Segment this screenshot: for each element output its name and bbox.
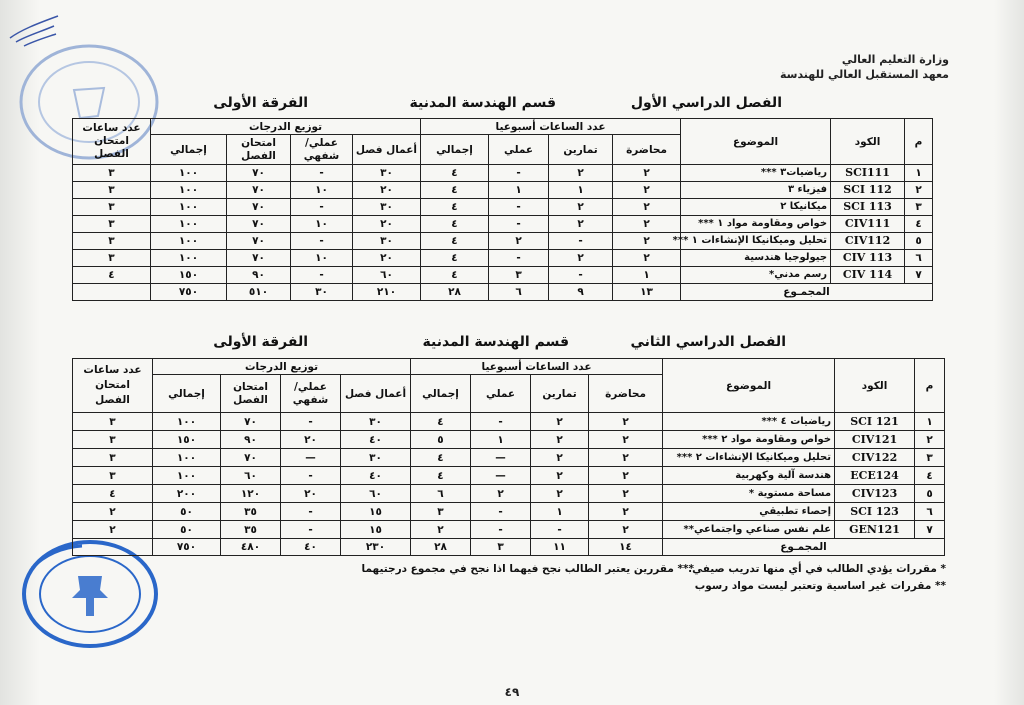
col-exam-hours: عدد ساعات امتحان الفصل bbox=[73, 119, 151, 165]
table-cell: ٢ bbox=[549, 250, 613, 267]
table-cell: ٢٠ bbox=[353, 216, 421, 233]
table-cell: ٢ bbox=[549, 165, 613, 182]
footnote-combined-pass: *** مقررين يعتبر الطالب نجح فيهما اذا نجح في مجموع درجتيهما bbox=[361, 563, 694, 575]
table-cell: ٣٠ bbox=[341, 449, 411, 467]
table-cell: ٤ bbox=[421, 199, 489, 216]
table-cell: ٢٠٠ bbox=[153, 485, 221, 503]
table-cell: - bbox=[281, 413, 341, 431]
total-cell: ٧٥٠ bbox=[153, 539, 221, 556]
col-lecture: محاضرة bbox=[613, 135, 681, 165]
table-cell: ٢٠ bbox=[353, 182, 421, 199]
table-cell: ٣ bbox=[73, 182, 151, 199]
table-cell: ١٠٠ bbox=[153, 413, 221, 431]
table-cell: ٥ bbox=[411, 431, 471, 449]
total-cell bbox=[73, 284, 151, 301]
table-cell: ٤ bbox=[421, 250, 489, 267]
table-cell: ٣٠ bbox=[341, 413, 411, 431]
course-subject: تحليل وميكانيكا الإنشاءات ١ *** bbox=[681, 233, 831, 250]
course-code: CIV111 bbox=[831, 216, 905, 233]
total-cell: ٧٥٠ bbox=[151, 284, 227, 301]
row-number: ٦ bbox=[915, 503, 945, 521]
row-number: ٤ bbox=[905, 216, 933, 233]
col-exercises: تمارين bbox=[549, 135, 613, 165]
table-cell: ٣٥ bbox=[221, 503, 281, 521]
table-cell: - bbox=[471, 503, 531, 521]
table-cell: ٢ bbox=[589, 413, 663, 431]
table-cell: ٢ bbox=[489, 233, 549, 250]
total-label: المجمـوع bbox=[663, 539, 945, 556]
table-cell: ٢ bbox=[549, 216, 613, 233]
table-cell: ١٥٠ bbox=[151, 267, 227, 284]
table-cell: ٣٠ bbox=[353, 233, 421, 250]
table-cell: — bbox=[471, 449, 531, 467]
table-cell: ١٠ bbox=[291, 250, 353, 267]
table-cell: ٢ bbox=[613, 165, 681, 182]
table-cell: ٢٠ bbox=[281, 431, 341, 449]
row-number: ٧ bbox=[905, 267, 933, 284]
year-title-1: الفرقة الأولى bbox=[213, 95, 308, 111]
table-cell: ٢ bbox=[589, 431, 663, 449]
table-cell: ٣ bbox=[73, 250, 151, 267]
table-cell: ٣ bbox=[73, 216, 151, 233]
table-cell: ٦٠ bbox=[341, 485, 411, 503]
semester-title-1: الفصل الدراسي الأول bbox=[630, 95, 782, 111]
course-subject: تحليل وميكانيكا الإنشاءات ٢ *** bbox=[663, 449, 835, 467]
table-cell: ٣ bbox=[73, 467, 153, 485]
course-code: CIV122 bbox=[835, 449, 915, 467]
col-hours-group: عدد الساعات أسبوعيا bbox=[421, 119, 681, 135]
row-number: ١ bbox=[905, 165, 933, 182]
department-title-2: قسم الهندسة المدنية bbox=[422, 334, 569, 350]
course-code: SCI 113 bbox=[831, 199, 905, 216]
col-practical-oral: عملي/ شفهي bbox=[291, 135, 353, 165]
table-row bbox=[73, 165, 933, 182]
row-number: ٤ bbox=[915, 467, 945, 485]
table-cell: - bbox=[549, 233, 613, 250]
table-cell: ٤ bbox=[411, 413, 471, 431]
row-number: ٧ bbox=[915, 521, 945, 539]
table-cell: - bbox=[489, 165, 549, 182]
course-subject: مساحة مستوية * bbox=[663, 485, 835, 503]
course-code: ECE124 bbox=[835, 467, 915, 485]
course-subject: خواص ومقاومة مواد ١ *** bbox=[681, 216, 831, 233]
table-cell: ٣ bbox=[489, 267, 549, 284]
table-cell: ٣ bbox=[73, 449, 153, 467]
table-cell: - bbox=[489, 250, 549, 267]
col-exercises: تمارين bbox=[531, 375, 589, 413]
col-practical-oral: عملي/ شفهي bbox=[281, 375, 341, 413]
table-row bbox=[73, 413, 945, 431]
institute-name: معهد المستقبل العالي للهندسة bbox=[779, 68, 949, 81]
table-cell: - bbox=[291, 165, 353, 182]
table-cell: ٦٠ bbox=[221, 467, 281, 485]
table-cell: ٦٠ bbox=[353, 267, 421, 284]
col-hours-group: عدد الساعات أسبوعيا bbox=[411, 359, 663, 375]
col-practical: عملي bbox=[471, 375, 531, 413]
table-cell: ٤ bbox=[73, 267, 151, 284]
table-row bbox=[73, 521, 945, 539]
table-cell: ١٥ bbox=[341, 521, 411, 539]
table-cell: ١ bbox=[613, 267, 681, 284]
table-cell: ٣ bbox=[73, 233, 151, 250]
table-cell: ٢ bbox=[613, 250, 681, 267]
table-cell: ١ bbox=[549, 182, 613, 199]
col-grand-total: إجمالي bbox=[151, 135, 227, 165]
table-row bbox=[73, 485, 945, 503]
course-subject: رياضيات ٤ *** bbox=[663, 413, 835, 431]
table-cell: - bbox=[291, 199, 353, 216]
col-code: الكود bbox=[831, 119, 905, 165]
table-row bbox=[73, 467, 945, 485]
table-cell: - bbox=[531, 521, 589, 539]
table-cell: ١٠٠ bbox=[151, 250, 227, 267]
course-subject: رياضيات٣ *** bbox=[681, 165, 831, 182]
ministry-name: وزارة التعليم العالي bbox=[841, 53, 949, 66]
table-cell: ٢ bbox=[549, 199, 613, 216]
table-cell: ١٢٠ bbox=[221, 485, 281, 503]
total-cell: ٢٣٠ bbox=[341, 539, 411, 556]
total-cell bbox=[73, 539, 153, 556]
table-cell: ٥٠ bbox=[153, 521, 221, 539]
table-cell: ١٠ bbox=[291, 216, 353, 233]
table-cell: ٣٠ bbox=[353, 165, 421, 182]
table-cell: ٧٠ bbox=[227, 250, 291, 267]
col-exam-hours: عدد ساعات امتحان الفصل bbox=[73, 359, 153, 413]
col-exam: امتحان الفصل bbox=[221, 375, 281, 413]
col-subject: الموضوع bbox=[681, 119, 831, 165]
table-cell: ١ bbox=[531, 503, 589, 521]
total-cell: ٤٨٠ bbox=[221, 539, 281, 556]
row-number: ٢ bbox=[905, 182, 933, 199]
total-cell: ٩ bbox=[549, 284, 613, 301]
course-subject: هندسة آلية وكهربية bbox=[663, 467, 835, 485]
table-cell: ٤ bbox=[73, 485, 153, 503]
col-lecture: محاضرة bbox=[589, 375, 663, 413]
table-cell: ٢ bbox=[589, 485, 663, 503]
schedule-table-2 bbox=[72, 358, 945, 556]
table-cell: ١٠٠ bbox=[151, 216, 227, 233]
row-number: ٥ bbox=[915, 485, 945, 503]
course-code: SCI 121 bbox=[835, 413, 915, 431]
table-cell: ٤ bbox=[421, 165, 489, 182]
table-cell: - bbox=[291, 267, 353, 284]
table-cell: ١٥ bbox=[341, 503, 411, 521]
table-cell: ٧٠ bbox=[227, 165, 291, 182]
total-cell: ١١ bbox=[531, 539, 589, 556]
table-cell: ٧٠ bbox=[227, 233, 291, 250]
table-cell: - bbox=[489, 216, 549, 233]
table-cell: ٢ bbox=[531, 449, 589, 467]
table-cell: ٤ bbox=[411, 467, 471, 485]
course-code: SCI111 bbox=[831, 165, 905, 182]
total-cell: ٣ bbox=[471, 539, 531, 556]
col-hours-total: إجمالي bbox=[411, 375, 471, 413]
total-cell: ٦ bbox=[489, 284, 549, 301]
table-cell: ١٥٠ bbox=[153, 431, 221, 449]
totals-row bbox=[73, 284, 933, 301]
table-cell: ٧٠ bbox=[227, 182, 291, 199]
department-title-1: قسم الهندسة المدنية bbox=[409, 95, 556, 111]
total-cell: ٥١٠ bbox=[227, 284, 291, 301]
col-num: م bbox=[905, 119, 933, 165]
col-subject: الموضوع bbox=[663, 359, 835, 413]
table-cell: ٢٠ bbox=[281, 485, 341, 503]
table-row bbox=[73, 449, 945, 467]
total-cell: ٤٠ bbox=[281, 539, 341, 556]
course-subject: جيولوجيا هندسية bbox=[681, 250, 831, 267]
total-cell: ١٣ bbox=[613, 284, 681, 301]
table-cell: ٩٠ bbox=[221, 431, 281, 449]
schedule-table-1 bbox=[72, 118, 933, 301]
col-exam: امتحان الفصل bbox=[227, 135, 291, 165]
table-cell: ٢ bbox=[613, 182, 681, 199]
table-cell: ٢ bbox=[471, 485, 531, 503]
course-subject: علم نفس صناعي واجتماعي** bbox=[663, 521, 835, 539]
table-cell: ٧٠ bbox=[227, 199, 291, 216]
table-cell: ٣ bbox=[73, 413, 153, 431]
table-cell: ١٠٠ bbox=[151, 165, 227, 182]
course-code: SCI 112 bbox=[831, 182, 905, 199]
table-cell: ٤ bbox=[421, 216, 489, 233]
table-cell: ٤٠ bbox=[341, 467, 411, 485]
table-row bbox=[73, 250, 933, 267]
table-cell: ٢ bbox=[589, 503, 663, 521]
table-row bbox=[73, 233, 933, 250]
page-number: ٤٩ bbox=[504, 685, 520, 699]
table-cell: - bbox=[281, 467, 341, 485]
table-cell: — bbox=[281, 449, 341, 467]
table-cell: ٧٠ bbox=[227, 216, 291, 233]
table-cell: ١٠٠ bbox=[153, 449, 221, 467]
table-cell: ٩٠ bbox=[227, 267, 291, 284]
course-subject: فيزياء ٣ bbox=[681, 182, 831, 199]
semester-title-2: الفصل الدراسي الثاني bbox=[630, 334, 786, 350]
table-cell: ٢ bbox=[531, 467, 589, 485]
table-cell: ٢ bbox=[73, 521, 153, 539]
table-cell: ٣ bbox=[411, 503, 471, 521]
col-num: م bbox=[915, 359, 945, 413]
totals-row bbox=[73, 539, 945, 556]
table-cell: ٤ bbox=[421, 267, 489, 284]
table-cell: ٣ bbox=[73, 199, 151, 216]
table-cell: ٢ bbox=[531, 413, 589, 431]
table-cell: ٢ bbox=[589, 449, 663, 467]
course-code: CIV 114 bbox=[831, 267, 905, 284]
table-cell: ٧٠ bbox=[221, 413, 281, 431]
total-cell: ٢١٠ bbox=[353, 284, 421, 301]
course-code: CIV121 bbox=[835, 431, 915, 449]
table-cell: ٢ bbox=[73, 503, 153, 521]
total-label: المجمـوع bbox=[681, 284, 933, 301]
table-cell: ١٠٠ bbox=[151, 233, 227, 250]
course-code: CIV123 bbox=[835, 485, 915, 503]
course-code: CIV 113 bbox=[831, 250, 905, 267]
table-cell: ٣ bbox=[73, 431, 153, 449]
row-number: ٣ bbox=[915, 449, 945, 467]
total-cell: ٢٨ bbox=[421, 284, 489, 301]
table-cell: ١٠ bbox=[291, 182, 353, 199]
table-cell: ٢ bbox=[613, 199, 681, 216]
course-code: GEN121 bbox=[835, 521, 915, 539]
table-cell: ٢ bbox=[531, 431, 589, 449]
col-grades-group: توزيع الدرجات bbox=[153, 359, 411, 375]
table-cell: ٢ bbox=[531, 485, 589, 503]
table-cell: ٤٠ bbox=[341, 431, 411, 449]
course-subject: إحصاء تطبيقي bbox=[663, 503, 835, 521]
table-cell: ٢ bbox=[589, 521, 663, 539]
table-cell: - bbox=[281, 521, 341, 539]
col-hours-total: إجمالي bbox=[421, 135, 489, 165]
footnote-summer-training: * مقررات يؤدي الطالب في أي منها تدريب صيفي. bbox=[688, 563, 946, 575]
table-cell: ١٠٠ bbox=[153, 467, 221, 485]
col-coursework: أعمال فصل bbox=[353, 135, 421, 165]
row-number: ٦ bbox=[905, 250, 933, 267]
table-row bbox=[73, 503, 945, 521]
table-cell: - bbox=[281, 503, 341, 521]
table-cell: ٢ bbox=[613, 216, 681, 233]
table-cell: - bbox=[471, 413, 531, 431]
col-coursework: أعمال فصل bbox=[341, 375, 411, 413]
table-cell: ٦ bbox=[411, 485, 471, 503]
header-block bbox=[780, 52, 949, 82]
table-cell: ٤ bbox=[421, 233, 489, 250]
row-number: ٢ bbox=[915, 431, 945, 449]
total-cell: ١٤ bbox=[589, 539, 663, 556]
course-subject: رسم مدني* bbox=[681, 267, 831, 284]
table-cell: - bbox=[549, 267, 613, 284]
row-number: ٣ bbox=[905, 199, 933, 216]
course-subject: خواص ومقاومة مواد ٢ *** bbox=[663, 431, 835, 449]
table-row bbox=[73, 199, 933, 216]
course-code: SCI 123 bbox=[835, 503, 915, 521]
year-title-2: الفرقة الأولى bbox=[213, 334, 308, 350]
table-cell: - bbox=[291, 233, 353, 250]
col-code: الكود bbox=[835, 359, 915, 413]
table-cell: ١ bbox=[489, 182, 549, 199]
table-cell: ٣٥ bbox=[221, 521, 281, 539]
course-subject: ميكانيكا ٢ bbox=[681, 199, 831, 216]
course-code: CIV112 bbox=[831, 233, 905, 250]
table-cell: - bbox=[489, 199, 549, 216]
table-cell: ٢ bbox=[613, 233, 681, 250]
col-practical: عملي bbox=[489, 135, 549, 165]
table-cell: — bbox=[471, 467, 531, 485]
table-cell: ٣٠ bbox=[353, 199, 421, 216]
table-cell: ١٠٠ bbox=[151, 199, 227, 216]
table-cell: ٥٠ bbox=[153, 503, 221, 521]
table-row bbox=[73, 182, 933, 199]
col-grades-group: توزيع الدرجات bbox=[151, 119, 421, 135]
table-cell: ٢٠ bbox=[353, 250, 421, 267]
table-row bbox=[73, 267, 933, 284]
total-cell: ٣٠ bbox=[291, 284, 353, 301]
table-cell: ٢ bbox=[411, 521, 471, 539]
table-cell: ٤ bbox=[421, 182, 489, 199]
table-cell: ٢ bbox=[589, 467, 663, 485]
table-cell: - bbox=[471, 521, 531, 539]
col-grand-total: إجمالي bbox=[153, 375, 221, 413]
row-number: ٥ bbox=[905, 233, 933, 250]
table-cell: ١٠٠ bbox=[151, 182, 227, 199]
footnote-non-core: ** مقررات غير اساسية وتعتبر ليست مواد رسوب bbox=[694, 580, 946, 592]
table-cell: ٣ bbox=[73, 165, 151, 182]
table-row bbox=[73, 431, 945, 449]
table-cell: ٤ bbox=[411, 449, 471, 467]
table-cell: ٧٠ bbox=[221, 449, 281, 467]
total-cell: ٢٨ bbox=[411, 539, 471, 556]
table-cell: ١ bbox=[471, 431, 531, 449]
table-row bbox=[73, 216, 933, 233]
row-number: ١ bbox=[915, 413, 945, 431]
